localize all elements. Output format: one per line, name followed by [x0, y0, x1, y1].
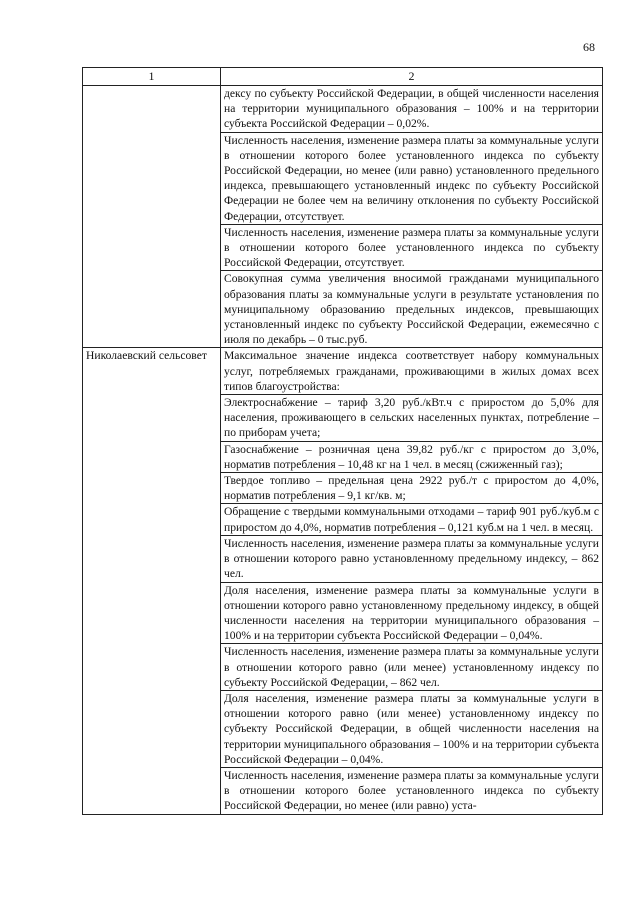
- paragraph: Газоснабжение – розничная цена 39,82 руб./кг с приростом до 3,0%, норматив потребления – 10,48 кг на 1 чел. в месяц (сжиженный газ);: [221, 441, 602, 472]
- table-row: [83, 86, 603, 348]
- paragraph: Численность населения, изменение размера платы за коммунальные услуги в отношении которого более установленного индекса по субъекту Российской Федерации, отсутствует.: [221, 224, 602, 271]
- paragraph: Электроснабжение – тариф 3,20 руб./кВт.ч с приростом до 5,0% для населения, проживающего в сельских населенных пунктах, потребление – по приборам учета;: [221, 394, 602, 441]
- paragraph: Доля населения, изменение размера платы за коммунальные услуги в отношении которого равно установленному предельному индексу, в общей численности населения на территории муниципального образования – 100% и на территории субъекта Российской Федерации – 0,04%.: [221, 582, 602, 644]
- paragraph: Численность населения, изменение размера платы за коммунальные услуги в отношении которого более установленного индекса по субъекту Российской Федерации, но менее (или равно) установленного предельного индекса, превышающего установленный индекс по субъекту Российской Федерации не более чем на величину отклонения по субъекту Российской Федерации, отсутствует.: [221, 132, 602, 224]
- paragraph: Численность населения, изменение размера платы за коммунальные услуги в отношении которого равно установленному предельному индексу, – 862 чел.: [221, 535, 602, 582]
- paragraph: дексу по субъекту Российской Федерации, в общей численности населения на территории муниципального образования – 100% и на территории субъекта Российской Федерации – 0,02%.: [224, 87, 599, 131]
- paragraph: Максимальное значение индекса соответствует набору коммунальных услуг, потребляемых гражданами, проживающими в жилых домах всех типов благоустройства:: [224, 349, 599, 393]
- paragraph: Численность населения, изменение размера платы за коммунальные услуги в отношении которого более установленного индекса по субъекту Российской Федерации, но менее (или равно) уста-: [221, 767, 602, 814]
- paragraph: Численность населения, изменение размера платы за коммунальные услуги в отношении которого равно (или менее) установленному индексу по субъекту Российской Федерации, – 862 чел.: [221, 643, 602, 690]
- table-row: [83, 348, 603, 814]
- table-header-row: [83, 68, 603, 86]
- description-cell: [221, 86, 603, 348]
- description-cell: [221, 348, 603, 814]
- paragraph: Твердое топливо – предельная цена 2922 руб./т с приростом до 4,0%, норматив потребления – 9,1 кг/кв. м;: [221, 472, 602, 503]
- header-col-2: 2: [221, 68, 603, 86]
- paragraph: Совокупная сумма увеличения вносимой гражданами муниципального образования платы за коммунальные услуги в результате установления по муниципальному образованию предельных индексов, превышающих установленный индекс по субъекту Российской Федерации, ежемесячно с июля по декабрь – 0 тыс.руб.: [221, 270, 602, 347]
- header-col-1: 1: [83, 68, 221, 86]
- paragraph: Доля населения, изменение размера платы за коммунальные услуги в отношении которого равно (или менее) установленному индексу по субъекту Российской Федерации, в общей численности населения на территории муниципального образования – 100% и на территории субъекта Российской Федерации – 0,04%.: [221, 690, 602, 767]
- region-cell: Николаевский сельсовет: [83, 348, 221, 814]
- paragraph: Обращение с твердыми коммунальными отходами – тариф 901 руб./куб.м с приростом до 4,0%, норматив потребления – 0,121 куб.м на 1 чел. в месяц.: [221, 503, 602, 534]
- page-number: 68: [583, 40, 595, 54]
- region-cell: [83, 86, 221, 348]
- data-table: [82, 67, 603, 815]
